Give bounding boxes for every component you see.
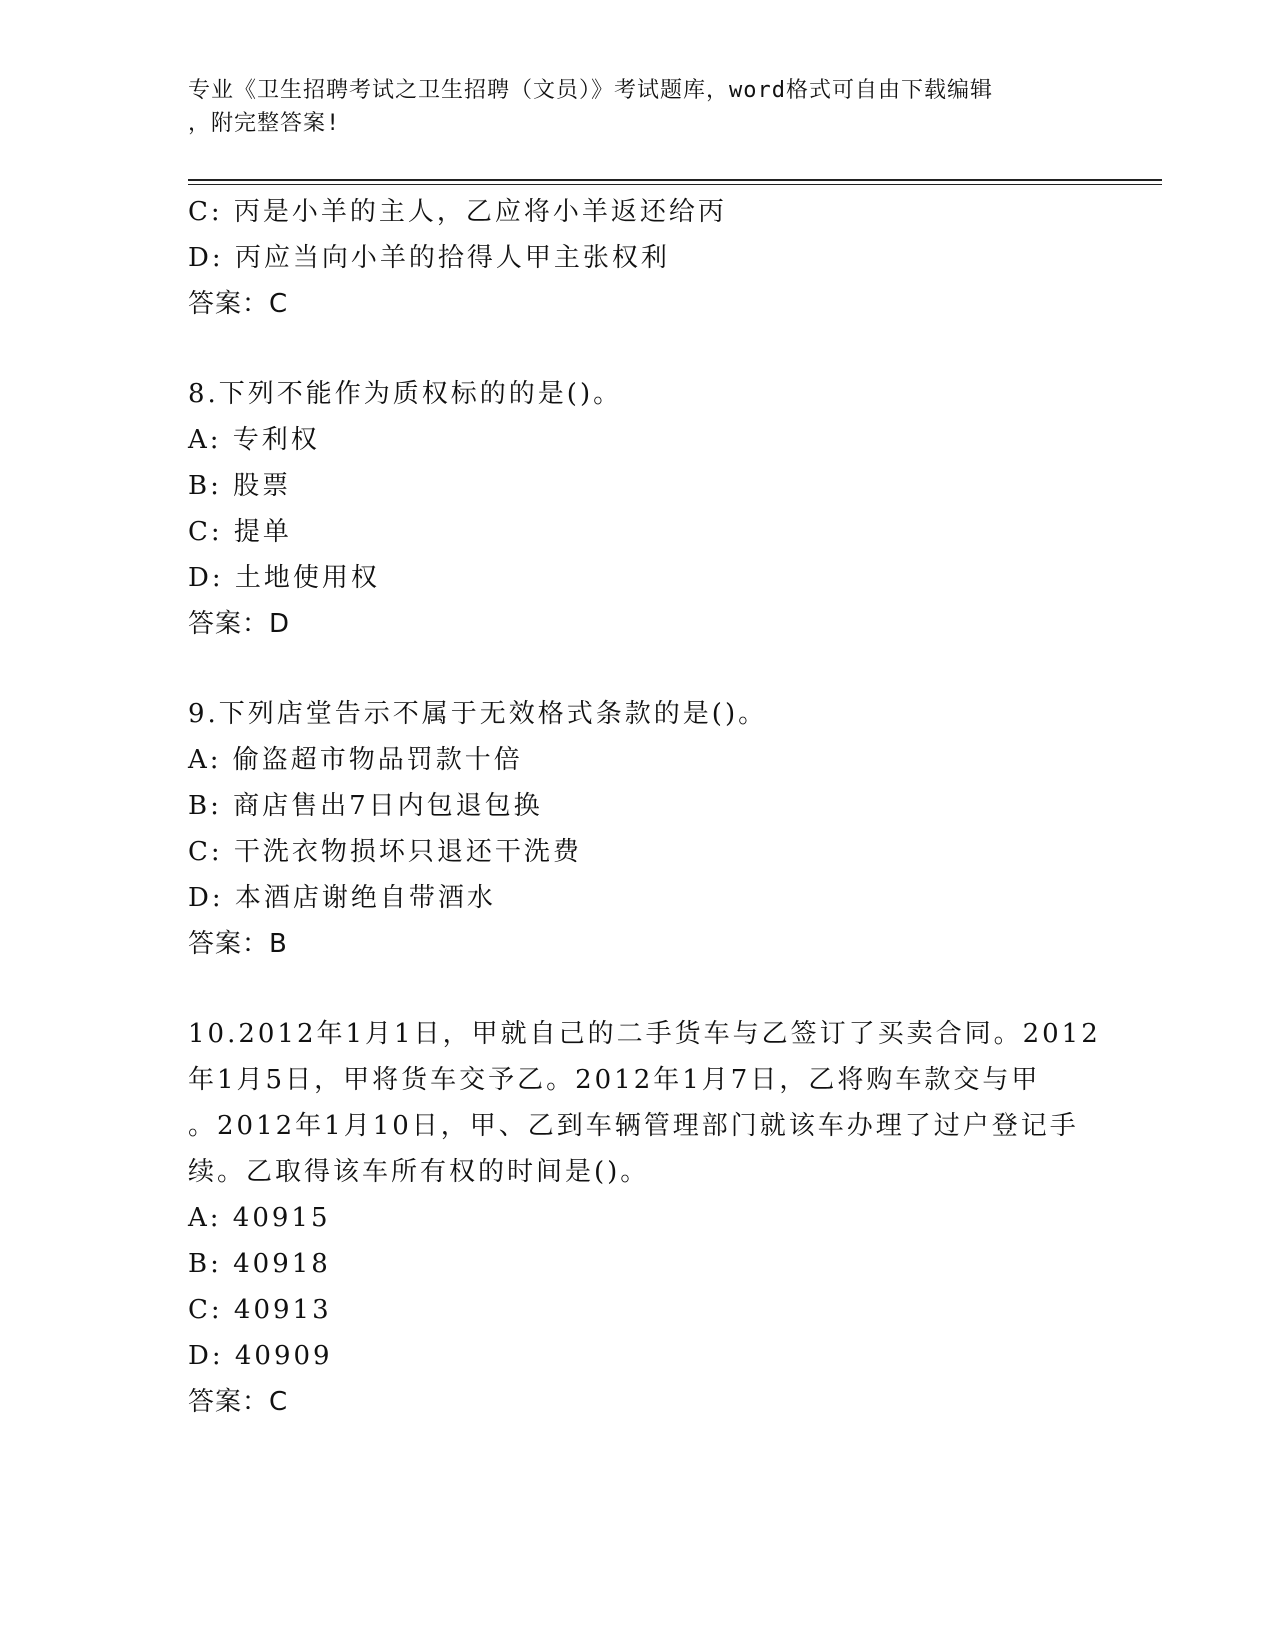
document-header [188,74,1088,140]
header-divider-thin [188,184,1162,185]
option-d: D: 丙应当向小羊的拾得人甲主张权利 [188,243,670,273]
option-a: A: 偷盗超市物品罚款十倍 [188,745,523,775]
answer-line: 答案：B [188,929,288,959]
question-text-line-4: 续。乙取得该车所有权的时间是()。 [188,1157,650,1187]
option-d: D: 40909 [188,1341,333,1371]
question-9 [188,691,1088,967]
option-a: A: 40915 [188,1203,331,1233]
header-line-2: ，附完整答案! [188,111,341,136]
question-8 [188,371,1088,647]
header-line-1: 专业《卫生招聘考试之卫生招聘（文员）》考试题库，word格式可自由下载编辑 [188,78,993,103]
option-d: D: 本酒店谢绝自带酒水 [188,883,496,913]
question-text-line-1: 10.2012年1月1日，甲就自己的二手货车与乙签订了买卖合同。2012 [188,1019,1101,1049]
question-10 [188,1011,1101,1425]
answer-line: 答案：D [188,609,291,639]
question-7-tail [188,189,1088,327]
question-text-line-3: 。2012年1月10日，甲、乙到车辆管理部门就该车办理了过户登记手 [188,1111,1079,1141]
header-divider-thick [188,179,1162,181]
question-text-line-2: 年1月5日，甲将货车交予乙。2012年1月7日，乙将购车款交与甲 [188,1065,1041,1095]
option-c: C: 丙是小羊的主人，乙应将小羊返还给丙 [188,197,727,227]
option-b: B: 商店售出7日内包退包换 [188,791,543,821]
answer-line: 答案：C [188,1387,289,1417]
question-text: 8.下列不能作为质权标的的是()。 [188,379,623,409]
option-c: C: 提单 [188,517,292,547]
option-a: A: 专利权 [188,425,320,455]
question-list [188,189,1101,1425]
option-c: C: 40913 [188,1295,332,1325]
option-b: B: 股票 [188,471,292,501]
option-b: B: 40918 [188,1249,331,1279]
question-text: 9.下列店堂告示不属于无效格式条款的是()。 [188,699,768,729]
option-d: D: 土地使用权 [188,563,380,593]
answer-line: 答案：C [188,289,289,319]
option-c: C: 干洗衣物损坏只退还干洗费 [188,837,582,867]
